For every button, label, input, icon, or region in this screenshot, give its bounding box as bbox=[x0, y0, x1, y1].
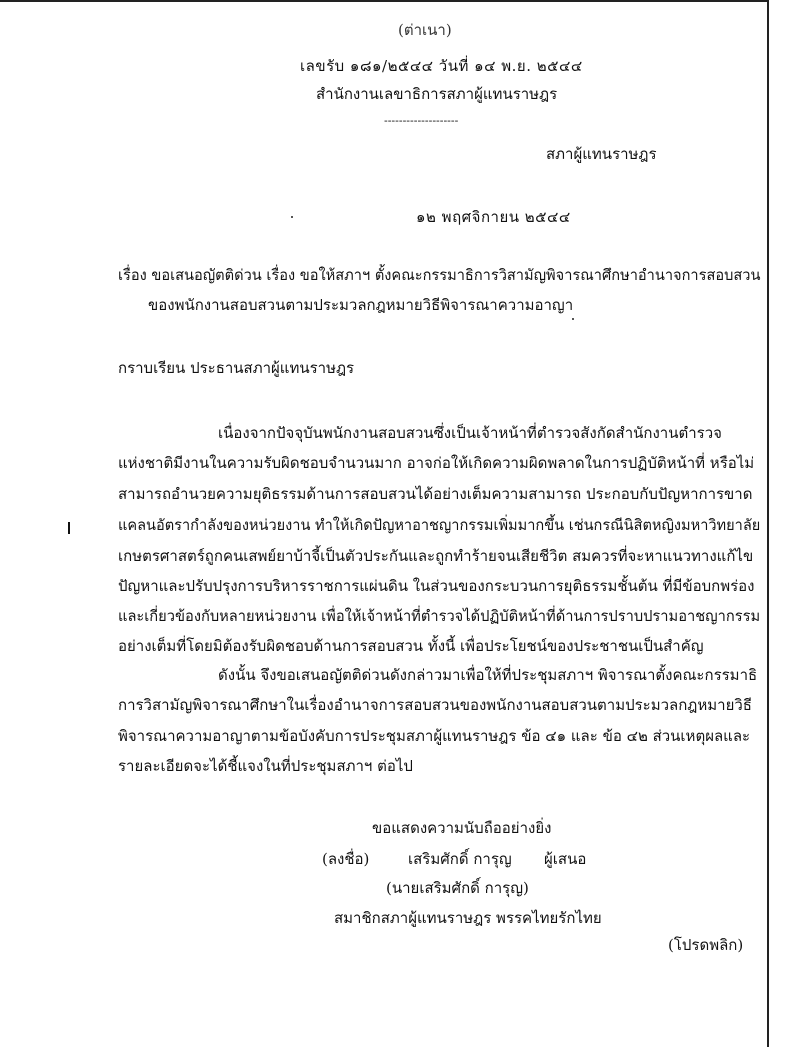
paragraph2-line: พิจารณาความอาญาตามข้อบังคับการประชุมสภาผู้แทนราษฎร ข้อ ๔๑ และ ข้อ ๔๒ ส่วนเหตุผลและ bbox=[118, 727, 751, 745]
paragraph2-line: การวิสามัญพิจารณาศึกษาในเรื่องอำนาจการสอบสวนของพนักงานสอบสวนตามประมวลกฎหมายวิธี bbox=[118, 696, 752, 714]
receipt-number-line: เลขรับ ๑๘๑/๒๕๔๔ วันที่ ๑๔ พ.ย. ๒๕๔๔ bbox=[300, 57, 583, 75]
scan-border-right bbox=[767, 0, 769, 1047]
paragraph1-line: และเกี่ยวข้องกับหลายหน่วยงาน เพื่อให้เจ้าหน้าที่ตำรวจได้ปฏิบัติหน้าที่ด้านการปราบปรามอาชญากรรม bbox=[118, 607, 761, 625]
signer-role: ผู้เสนอ bbox=[544, 850, 587, 868]
margin-mark bbox=[68, 522, 70, 534]
printed-name: (นายเสริมศักดิ์ การุญ) bbox=[386, 879, 529, 897]
signature-label: (ลงชื่อ) bbox=[322, 850, 370, 868]
document-date: ๑๒ พฤศจิกายน ๒๕๔๔ bbox=[416, 208, 571, 226]
paragraph1-line: เกษตรศาสตร์ถูกคนเสพย์ยาบ้าจี้เป็นตัวประกันและถูกทำร้ายจนเสียชีวิต สมควรที่จะหาแนวทางแก้ไข bbox=[118, 547, 754, 565]
paragraph1-line: อย่างเต็มที่โดยมิต้องรับผิดชอบด้านการสอบสวน ทั้งนี้ เพื่อประโยชน์ของประชาชนเป็นสำคัญ bbox=[118, 637, 704, 655]
paragraph2-line: ดังนั้น จึงขอเสนอญัตติด่วนดังกล่าวมาเพื่อให้ที่ประชุมสภาฯ พิจารณาตั้งคณะกรรมาธิ bbox=[218, 666, 758, 684]
subject-line-1: เรื่อง ขอเสนอญัตติด่วน เรื่อง ขอให้สภาฯ ตั้งคณะกรรมาธิการวิสามัญพิจารณาศึกษาอำนาจการสอบสวน bbox=[118, 266, 761, 284]
office-name: สำนักงานเลขาธิการสภาผู้แทนราษฎร bbox=[316, 85, 558, 103]
paragraph1-line: แห่งชาติมีงานในความรับผิดชอบจำนวนมาก อาจก่อให้เกิดความผิดพลาดในการปฏิบัติหน้าที่ หรือไม่ bbox=[118, 454, 755, 472]
signer-position: สมาชิกสภาผู้แทนราษฎร พรรคไทยรักไทย bbox=[334, 909, 602, 927]
subject-line-2: ของพนักงานสอบสวนตามประมวลกฎหมายวิธีพิจารณาความอาญา bbox=[148, 296, 574, 314]
scan-speck bbox=[572, 318, 574, 320]
scan-border-top bbox=[0, 0, 768, 2]
scan-speck bbox=[291, 216, 293, 218]
salutation: กราบเรียน ประธานสภาผู้แทนราษฎร bbox=[118, 359, 355, 377]
addressee-place: สภาผู้แทนราษฎร bbox=[546, 145, 657, 163]
paragraph1-line: แคลนอัตรากำลังของหน่วยงาน ทำให้เกิดปัญหาอาชญากรรมเพิ่มมากขึ้น เช่นกรณีนิสิตหญิงมหาวิทยาลัย bbox=[118, 516, 761, 534]
header-separator: -------------------- bbox=[384, 114, 459, 127]
paragraph1-line: ปัญหาและปรับปรุงการบริหารราชการแผ่นดิน ในส่วนของกระบวนการยุติธรรมชั้นต้น ที่มีข้อบกพร่อง bbox=[118, 577, 755, 595]
paragraph2-line: รายละเอียดจะได้ชี้แจงในที่ประชุมสภาฯ ต่อไป bbox=[118, 757, 413, 775]
header-top-partial: (ต่าเนา) bbox=[398, 21, 452, 39]
please-turn-over: (โปรดพลิก) bbox=[668, 936, 744, 954]
signer-name: เสริมศักดิ์ การุญ bbox=[408, 850, 512, 868]
paragraph1-line: สามารถอำนวยความยุติธรรมด้านการสอบสวนได้อย่างเต็มความสามารถ ประกอบกับปัญหาการขาด bbox=[118, 485, 753, 503]
paragraph1-line: เนื่องจากปัจจุบันพนักงานสอบสวนซึ่งเป็นเจ้าหน้าที่ตำรวจสังกัดสำนักงานตำรวจ bbox=[218, 424, 722, 442]
closing: ขอแสดงความนับถืออย่างยิ่ง bbox=[372, 819, 552, 837]
